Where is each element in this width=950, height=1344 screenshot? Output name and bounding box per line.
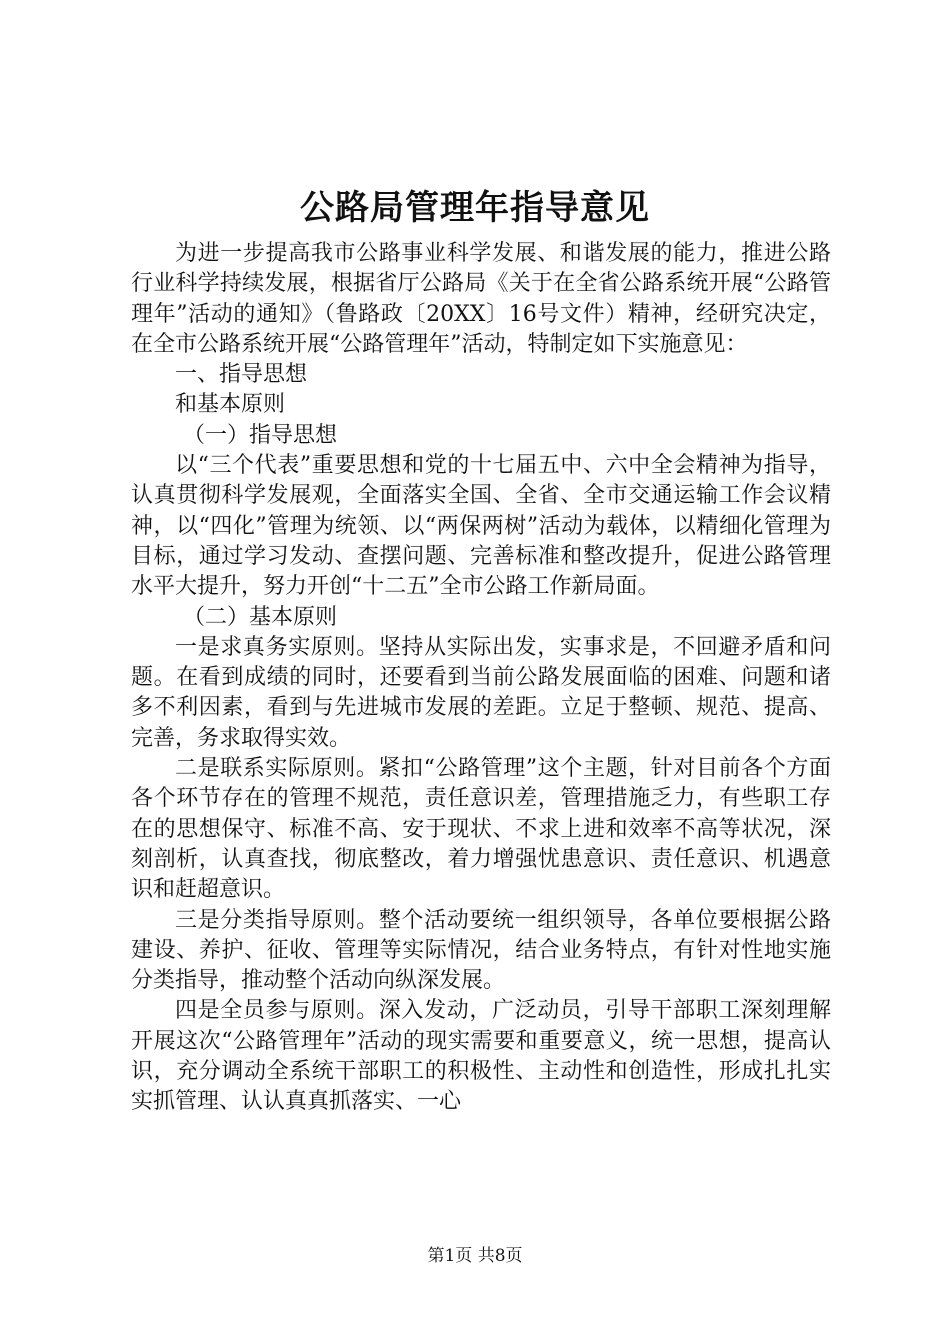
document-title: 公路局管理年指导意见 (300, 188, 650, 228)
subsection-heading: （一）指导思想 (183, 422, 338, 448)
subsection-heading: （二）基本原则 (183, 604, 338, 630)
principle-paragraph: 一是求真务实原则。坚持从实际出发，实事求是，不回避矛盾和问题。在看到成绩的同时，还要看到当前公路发展面临的困难、问题和诸多不利因素，看到与先进城市发展的差距。立足于整顿、规范、提高、完善，务求取得实效。 (131, 634, 831, 751)
section-heading-continued: 和基本原则 (175, 392, 286, 418)
principle-paragraph: 三是分类指导原则。整个活动要统一组织领导，各单位要根据公路建设、养护、征收、管理等实际情况，结合业务特点，有针对性地实施分类指导，推动整个活动向纵深发展。 (131, 907, 831, 994)
principle-paragraph: 二是联系实际原则。紧扣“公路管理”这个主题，针对目前各个方面各个环节存在的管理不规范，责任意识差，管理措施乏力，有些职工存在的思想保守、标准不高、安于现状、不求上进和效率不高等状况，深刻剖析，认真查找，彻底整改，着力增强忧患意识、责任意识、机遇意识和赶超意识。 (131, 756, 831, 903)
principle-paragraph: 四是全员参与原则。深入发动，广泛动员，引导干部职工深刻理解开展这次“公路管理年”活动的现实需要和重要意义，统一思想，提高认识，充分调动全系统干部职工的积极性、主动性和创造性，形成扎扎实实抓管理、认认真真抓落实、一心 (131, 998, 831, 1115)
section-heading: 一、指导思想 (175, 362, 308, 388)
document-body (131, 239, 831, 1118)
guiding-thought-paragraph: 以“三个代表”重要思想和党的十七届五中、六中全会精神为指导，认真贯彻科学发展观，全面落实全国、全省、全市交通运输工作会议精神，以“四化”管理为统领、以“两保两树”活动为载体，以精细化管理为目标，通过学习发动、查摆问题、完善标准和整改提升，促进公路管理水平大提升，努力开创“十二五”全市公路工作新局面。 (131, 453, 831, 600)
intro-paragraph: 为进一步提高我市公路事业科学发展、和谐发展的能力，推进公路行业科学持续发展，根据省厅公路局《关于在全省公路系统开展“公路管理年”活动的通知》（鲁路政〔20XX〕16号文件）精神，经研究决定，在全市公路系统开展“公路管理年”活动，特制定如下实施意见： (131, 241, 831, 357)
page-footer: 第1页 共8页 (427, 1246, 523, 1266)
